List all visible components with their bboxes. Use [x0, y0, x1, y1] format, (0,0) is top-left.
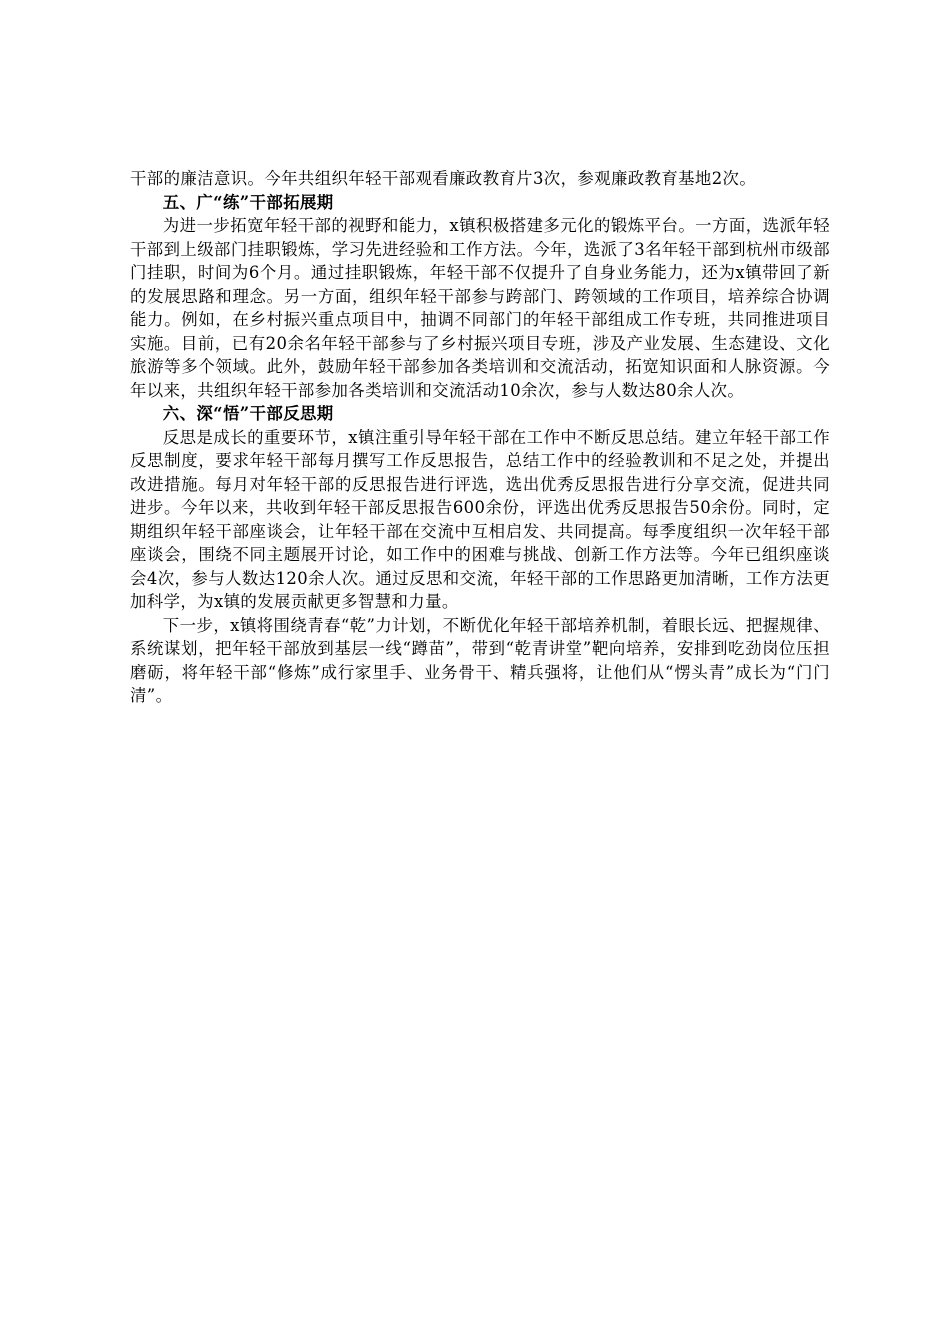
section-5-paragraph: 为进一步拓宽年轻干部的视野和能力，x镇积极搭建多元化的锻炼平台。一方面，选派年轻干部到上级部门挂职锻炼，学习先进经验和工作方法。今年，选派了3名年轻干部到杭州市级部门挂职，时间为6个月。通过挂职锻炼，年轻干部不仅提升了自身业务能力，还为x镇带回了新的发展思路和理念。另一方面，组织年轻干部参与跨部门、跨领域的工作项目，培养综合协调能力。例如，在乡村振兴重点项目中，抽调不同部门的年轻干部组成工作专班，共同推进项目实施。目前，已有20余名年轻干部参与了乡村振兴项目专班，涉及产业发展、生态建设、文化旅游等多个领域。此外，鼓励年轻干部参加各类培训和交流活动，拓宽知识面和人脉资源。今年以来，共组织年轻干部参加各类培训和交流活动10余次，参与人数达80余人次。 [130, 216, 830, 400]
document-page [130, 167, 830, 708]
section-6-heading: 六、深“悟”干部反思期 [162, 404, 334, 423]
section-6-paragraph: 反思是成长的重要环节，x镇注重引导年轻干部在工作中不断反思总结。建立年轻干部工作反思制度，要求年轻干部每月撰写工作反思报告，总结工作中的经验教训和不足之处，并提出改进措施。每月对年轻干部的反思报告进行评选，选出优秀反思报告进行分享交流，促进共同进步。今年以来，共收到年轻干部反思报告600余份，评选出优秀反思报告50余份。同时，定期组织年轻干部座谈会，让年轻干部在交流中互相启发、共同提高。每季度组织一次年轻干部座谈会，围绕不同主题展开讨论，如工作中的困难与挑战、创新工作方法等。今年已组织座谈会4次，参与人数达120余人次。通过反思和交流，年轻干部的工作思路更加清晰，工作方法更加科学，为x镇的发展贡献更多智慧和力量。 [130, 427, 830, 611]
section-5-heading: 五、广“练”干部拓展期 [162, 192, 334, 212]
continued-paragraph: 干部的廉洁意识。今年共组织年轻干部观看廉政教育片3次，参观廉政教育基地2次。 [130, 169, 757, 188]
conclusion-paragraph: 下一步，x镇将围绕青春“乾”力计划，不断优化年轻干部培养机制，着眼长远、把握规律、系统谋划，把年轻干部放到基层一线“蹲苗”，带到“乾青讲堂”靶向培养，安排到吃劲岗位压担磨砺，将年轻干部“修炼”成行家里手、业务骨干、精兵强将，让他们从“愣头青”成长为“门门清”。 [130, 615, 830, 705]
